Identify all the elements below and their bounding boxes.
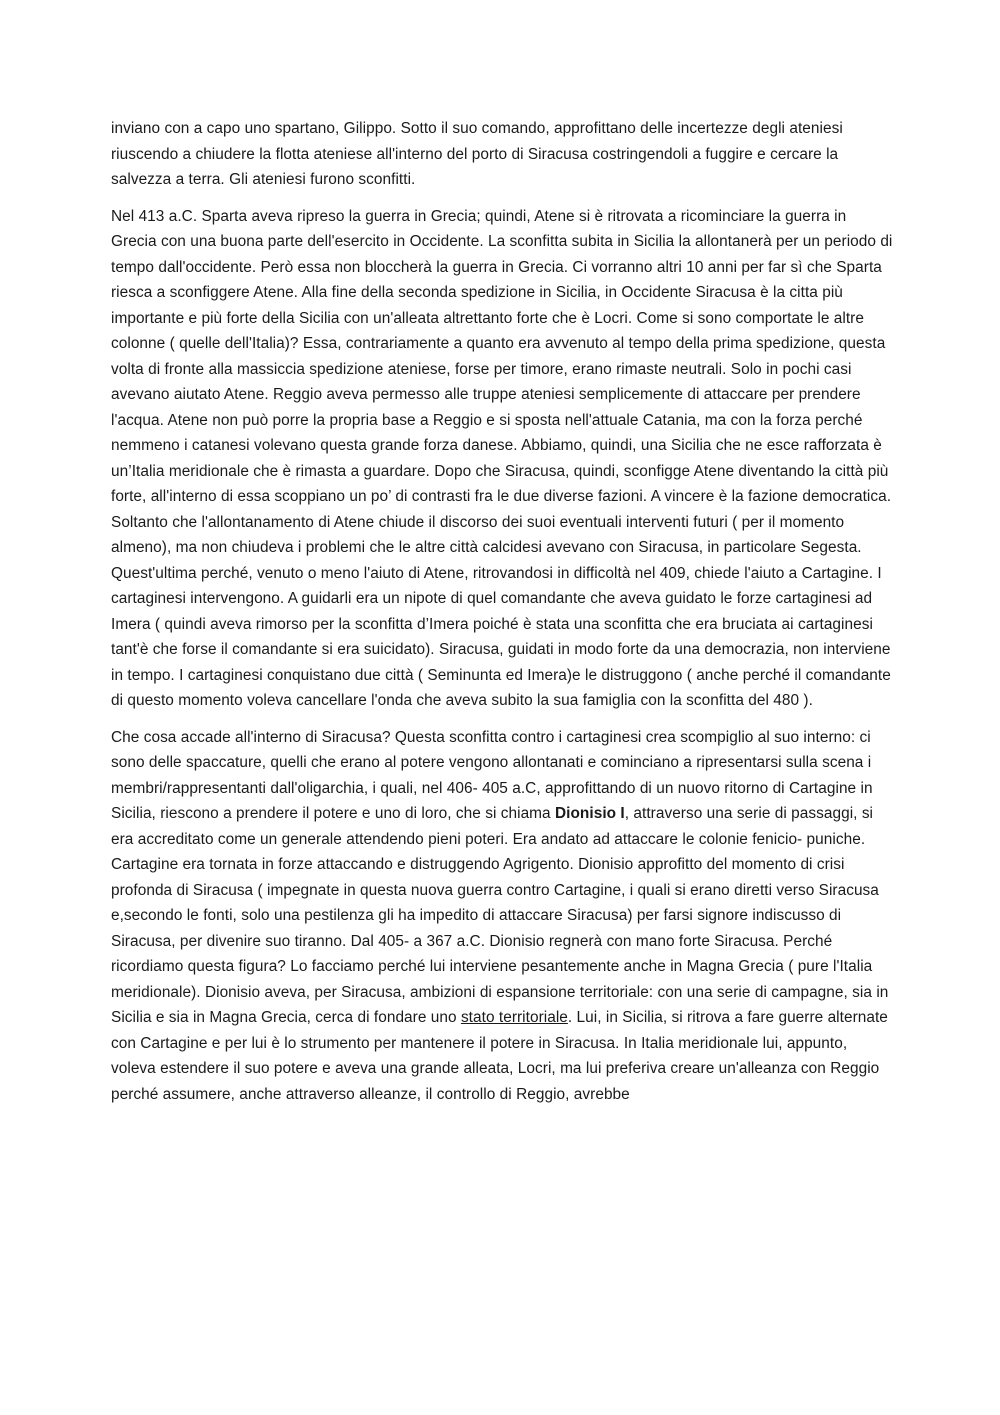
paragraph-text-part: . Lui, in Sicilia, si ritrova a fare guerre alternate con Cartagine e per lui è lo strumento per mantenere il potere in Siracusa. In Italia meridionale lui, appunto, voleva estendere il suo potere e aveva una grande alleata, Locri, ma lui preferiva creare un'alleanza con Reggio perché assumere, anche attraverso alleanze, il controllo di Reggio, avrebbe xyxy=(111,1009,888,1103)
paragraph-siracusa-dionisio xyxy=(111,725,893,1108)
paragraph-sparta-413 xyxy=(111,204,893,714)
paragraph-text-part: , attraverso una serie di passaggi, si era accreditato come un generale attendendo pieni poteri. Era andato ad attaccare le colonie fenicio- puniche. Cartagine era tornata in forze attaccando e distruggendo Agrigento. Dionisio approfitto del momento di crisi profonda di Siracusa ( impegnate in questa nuova guerra contro Cartagine, i quali si erano diretti verso Siracusa e,secondo le fonti, solo una pestilenza gli ha impedito di attaccare Siracusa) per farsi signore indiscusso di Siracusa, per divenire suo tiranno. Dal 405- a 367 a.C. Dionisio regnerà con mano forte Siracusa. Perché ricordiamo questa figura? Lo facciamo perché lui interviene pesantemente anche in Magna Grecia ( pure l'Italia meridionale). Dionisio aveva, per Siracusa, ambizioni di espansione territoriale: con una serie di campagne, sia in Sicilia e sia in Magna Grecia, cerca di fondare uno xyxy=(111,805,889,1026)
paragraph-text: inviano con a capo uno spartano, Gilippo. Sotto il suo comando, approfittano delle incertezze degli ateniesi riuscendo a chiudere la flotta ateniese all'interno del porto di Siracusa costringendoli a fuggire e cercare la salvezza a terra. Gli ateniesi furono sconfitti. xyxy=(111,120,843,188)
paragraph-text: Nel 413 a.C. Sparta aveva ripreso la guerra in Grecia; quindi, Atene si è ritrovata a ricominciare la guerra in Grecia con una buona parte dell'esercito in Occidente. La sconfitta subita in Sicilia la allontanerà per un periodo di tempo dall'occidente. Però essa non bloccherà la guerra in Grecia. Ci vorranno altri 10 anni per far sì che Sparta riesca a sconfiggere Atene. Alla fine della seconda spedizione in Sicilia, in Occidente Siracusa è la citta più importante e più forte della Sicilia con un'alleata altrettanto forte che è Locri. Come si sono comportate le altre colonne ( quelle dell'Italia)? Essa, contrariamente a quanto era avvenuto al tempo della prima spedizione, questa volta di fronte alla massiccia spedizione ateniese, forse per timore, erano rimaste neutrali. Solo in pochi casi avevano aiutato Atene. Reggio aveva permesso alle truppe ateniesi semplicemente di attaccare per prendere l'acqua. Atene non può porre la propria base a Reggio e si sposta nell'attuale Catania, ma con la forza perché nemmeno i catanesi volevano questa grande forza danese. Abbiamo, quindi, una Sicilia che ne esce rafforzata è un’Italia meridionale che è rimasta a guardare. Dopo che Siracusa, quindi, sconfigge Atene diventando la città più forte, all'interno di essa scoppiano un po’ di contrasti fra le due diverse fazioni. A vincere è la fazione democratica. Soltanto che l'allontanamento di Atene chiude il discorso dei suoi eventuali interventi futuri ( per il momento almeno), ma non chiudeva i problemi che le altre città calcidesi avevano con Siracusa, in particolare Segesta. Quest'ultima perché, venuto o meno l'aiuto di Atene, ritrovandosi in difficoltà nel 409, chiede l'aiuto a Cartagine. I cartaginesi intervengono. A guidarli era un nipote di quel comandante che aveva guidato le forze cartaginesi ad Imera ( quindi aveva rimorso per la sconfitta d’Imera poiché è stata una sconfitta che era bruciata ai cartaginesi tant'è che forse il comandante si era suicidato). Siracusa, guidati in modo forte da una democrazia, non interviene in tempo. I cartaginesi conquistano due città ( Seminunta ed Imera)e le distruggono ( anche perché il comandante di questo momento voleva cancellare l'onda che aveva subito la sua famiglia con la sconfitta del 480 ). xyxy=(111,207,893,709)
paragraph-gilippo xyxy=(111,116,893,193)
document-page xyxy=(111,116,893,1107)
underlined-term: stato territoriale xyxy=(460,1009,568,1026)
paragraph-text-part: Che cosa accade all'interno di Siracusa? Questa sconfitta contro i cartaginesi crea scompiglio al suo interno: ci sono delle spaccature, quelli che erano al potere vengono allontanati e cominciano a ripresentarsi sulla scena i membri/rappresentanti dall'oligarchia, i quali, nel 406- 405 a.C, approfittando di un nuovo ritorno di Cartagine in Sicilia, riescono a prendere il potere e uno di loro, che si chiama xyxy=(111,728,873,822)
bold-name-dionisio: Dionisio I xyxy=(554,805,625,822)
